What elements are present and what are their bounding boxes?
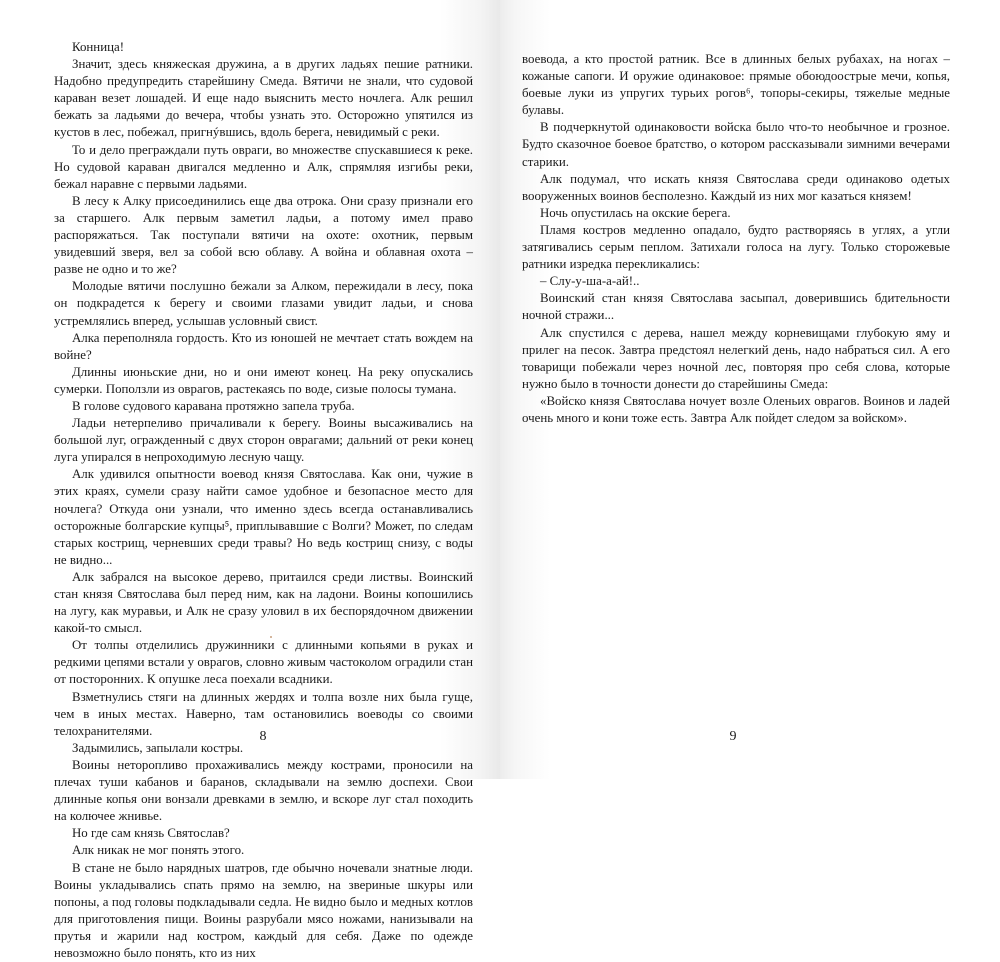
paragraph: – Слу-у-ша-а-ай!.. (522, 273, 950, 290)
paragraph: Пламя костров медленно опадало, будто растворяясь в углях, а угли затягивались серым пеплом. Затихали голоса на лугу. Только сторожевые ратники изредка перекликались: (522, 222, 950, 273)
paragraph: Воинский стан князя Святослава засыпал, доверившись бдительности ночной стражи... (522, 290, 950, 324)
paragraph: От толпы отделились дружинники с длинными копьями в руках и редкими цепями встали у оврагов, словно живым частоколом оградили стан от посторонних. К опушке леса поехали всадники. (54, 637, 473, 688)
paragraph: Значит, здесь княжеская дружина, а в других ладьях пешие ратники. Надобно предупредить старейшину Смеда. Вятичи не знали, что судовой караван везет лошадей. И еще надо выяснить место ночлега. Алк решил бежать за ладьями до вечера, чтобы узнать это. Осторожно упятился из кустов в лес, побежал, пригнýвшись, вдоль берега, невидимый с реки. (54, 56, 473, 141)
paragraph: Взметнулись стяги на длинных жердях и толпа возле них была гуще, чем в иных местах. Наверно, там остановились воеводы со своими телохранителями. (54, 689, 473, 740)
paragraph: Алк спустился с дерева, нашел между корневищами глубокую яму и прилег на песок. Завтра предстоял нелегкий день, надо набраться сил. А его товарищи побежали через ночной лес, повторяя про себя слова, которые нужно было в точности донести до старейшины Смеда: (522, 325, 950, 393)
page-number: 8 (243, 729, 283, 745)
paragraph: Молодые вятичи послушно бежали за Алком, пережидали в лесу, пока он подкрадется к берегу и своими глазами увидит ладьи, и снова устремлялись вперед, услышав условный свист. (54, 278, 473, 329)
paragraph: То и дело преграждали путь овраги, во множестве спускавшиеся к реке. Но судовой караван двигался медленно и Алк, спрямляя изгибы реки, бежал наравне с первыми ладьями. (54, 142, 473, 193)
paragraph: Ладьи нетерпеливо причаливали к берегу. Воины высаживались на большой луг, огражденный с двух сторон оврагами; дальний от реки конец луга упирался в непроходимую лесную чащу. (54, 415, 473, 466)
paragraph: Длинны июньские дни, но и они имеют конец. На реку опускались сумерки. Поползли из оврагов, растекаясь по воде, сизые полосы тумана. (54, 364, 473, 398)
left-page (0, 0, 500, 779)
paragraph: В подчеркнутой одинаковости войска было что-то необычное и грозное. Будто сказочное боевое братство, о котором рассказывали зимними вечерами старики. (522, 119, 950, 170)
paragraph: Алк подумал, что искать князя Святослава среди одинаково одетых вооруженных воинов бесполезно. Каждый из них мог казаться князем! (522, 171, 950, 205)
paragraph: Алк удивился опытности воевод князя Святослава. Как они, чужие в этих краях, сумели сразу найти самое удобное и безопасное место для ночлега? Откуда они узнали, что именно здесь всегда останавливались осторожные болгарские купцы⁵, приплывавшие с Волги? Может, по следам старых кострищ, черневших среди травы? Но ведь кострищ снизу, с воды не видно... (54, 466, 473, 569)
paragraph: Задымились, запылали костры. (54, 740, 473, 757)
page-number: 9 (713, 729, 753, 745)
paragraph: «Войско князя Святослава ночует возле Оленьих оврагов. Воинов и ладей очень много и кони тоже есть. Завтра Алк пойдет следом за войском». (522, 393, 950, 427)
paragraph: Но где сам князь Святослав? (54, 825, 473, 842)
paper-speck (270, 636, 272, 638)
right-page-text (522, 51, 950, 427)
right-page (500, 0, 1000, 779)
paragraph: Алк забрался на высокое дерево, притаился среди листвы. Воинский стан князя Святослава был перед ним, как на ладони. Воины копошились на лугу, как муравьи, и Алк не сразу уловил в их беспорядочном движении какой-то смысл. (54, 569, 473, 637)
paragraph: Конница! (54, 39, 473, 56)
paragraph: В лесу к Алку присоединились еще два отрока. Они сразу признали его за старшего. Алк первым заметил ладьи, а потому имел право распоряжаться. Так поступали вятичи на охоте: охотник, первым увидевший зверя, вел за собой всю облаву. А война и облавная охота – разве не одно и то же? (54, 193, 473, 278)
paragraph: В голове судового каравана протяжно запела труба. (54, 398, 473, 415)
paragraph: Алк никак не мог понять этого. (54, 842, 473, 859)
paragraph: воевода, а кто простой ратник. Все в длинных белых рубахах, на ногах – кожаные сапоги. И оружие одинаковое: прямые обоюдоострые мечи, копья, боевые луки из упругих турьих рогов⁶, топоры-секиры, тяжелые медные булавы. (522, 51, 950, 119)
paragraph: Ночь опустилась на окские берега. (522, 205, 950, 222)
paragraph: Воины неторопливо прохаживались между кострами, проносили на плечах туши кабанов и баранов, складывали на землю доспехи. Свои длинные копья они вонзали древками в землю, и вскоре луг стал походить на колючее жнивье. (54, 757, 473, 825)
left-page-text (54, 39, 473, 962)
paragraph: В стане не было нарядных шатров, где обычно ночевали знатные люди. Воины укладывались спать прямо на землю, на звериные шкуры или попоны, а под головы подкладывали седла. Не видно было и медных котлов для приготовления пищи. Воины разрубали мясо ножами, нанизывали на прутья и жарили над костром, каждый для себя. Даже по одежде невозможно было понять, кто из них (54, 860, 473, 962)
paragraph: Алка переполняла гордость. Кто из юношей не мечтает стать вождем на войне? (54, 330, 473, 364)
